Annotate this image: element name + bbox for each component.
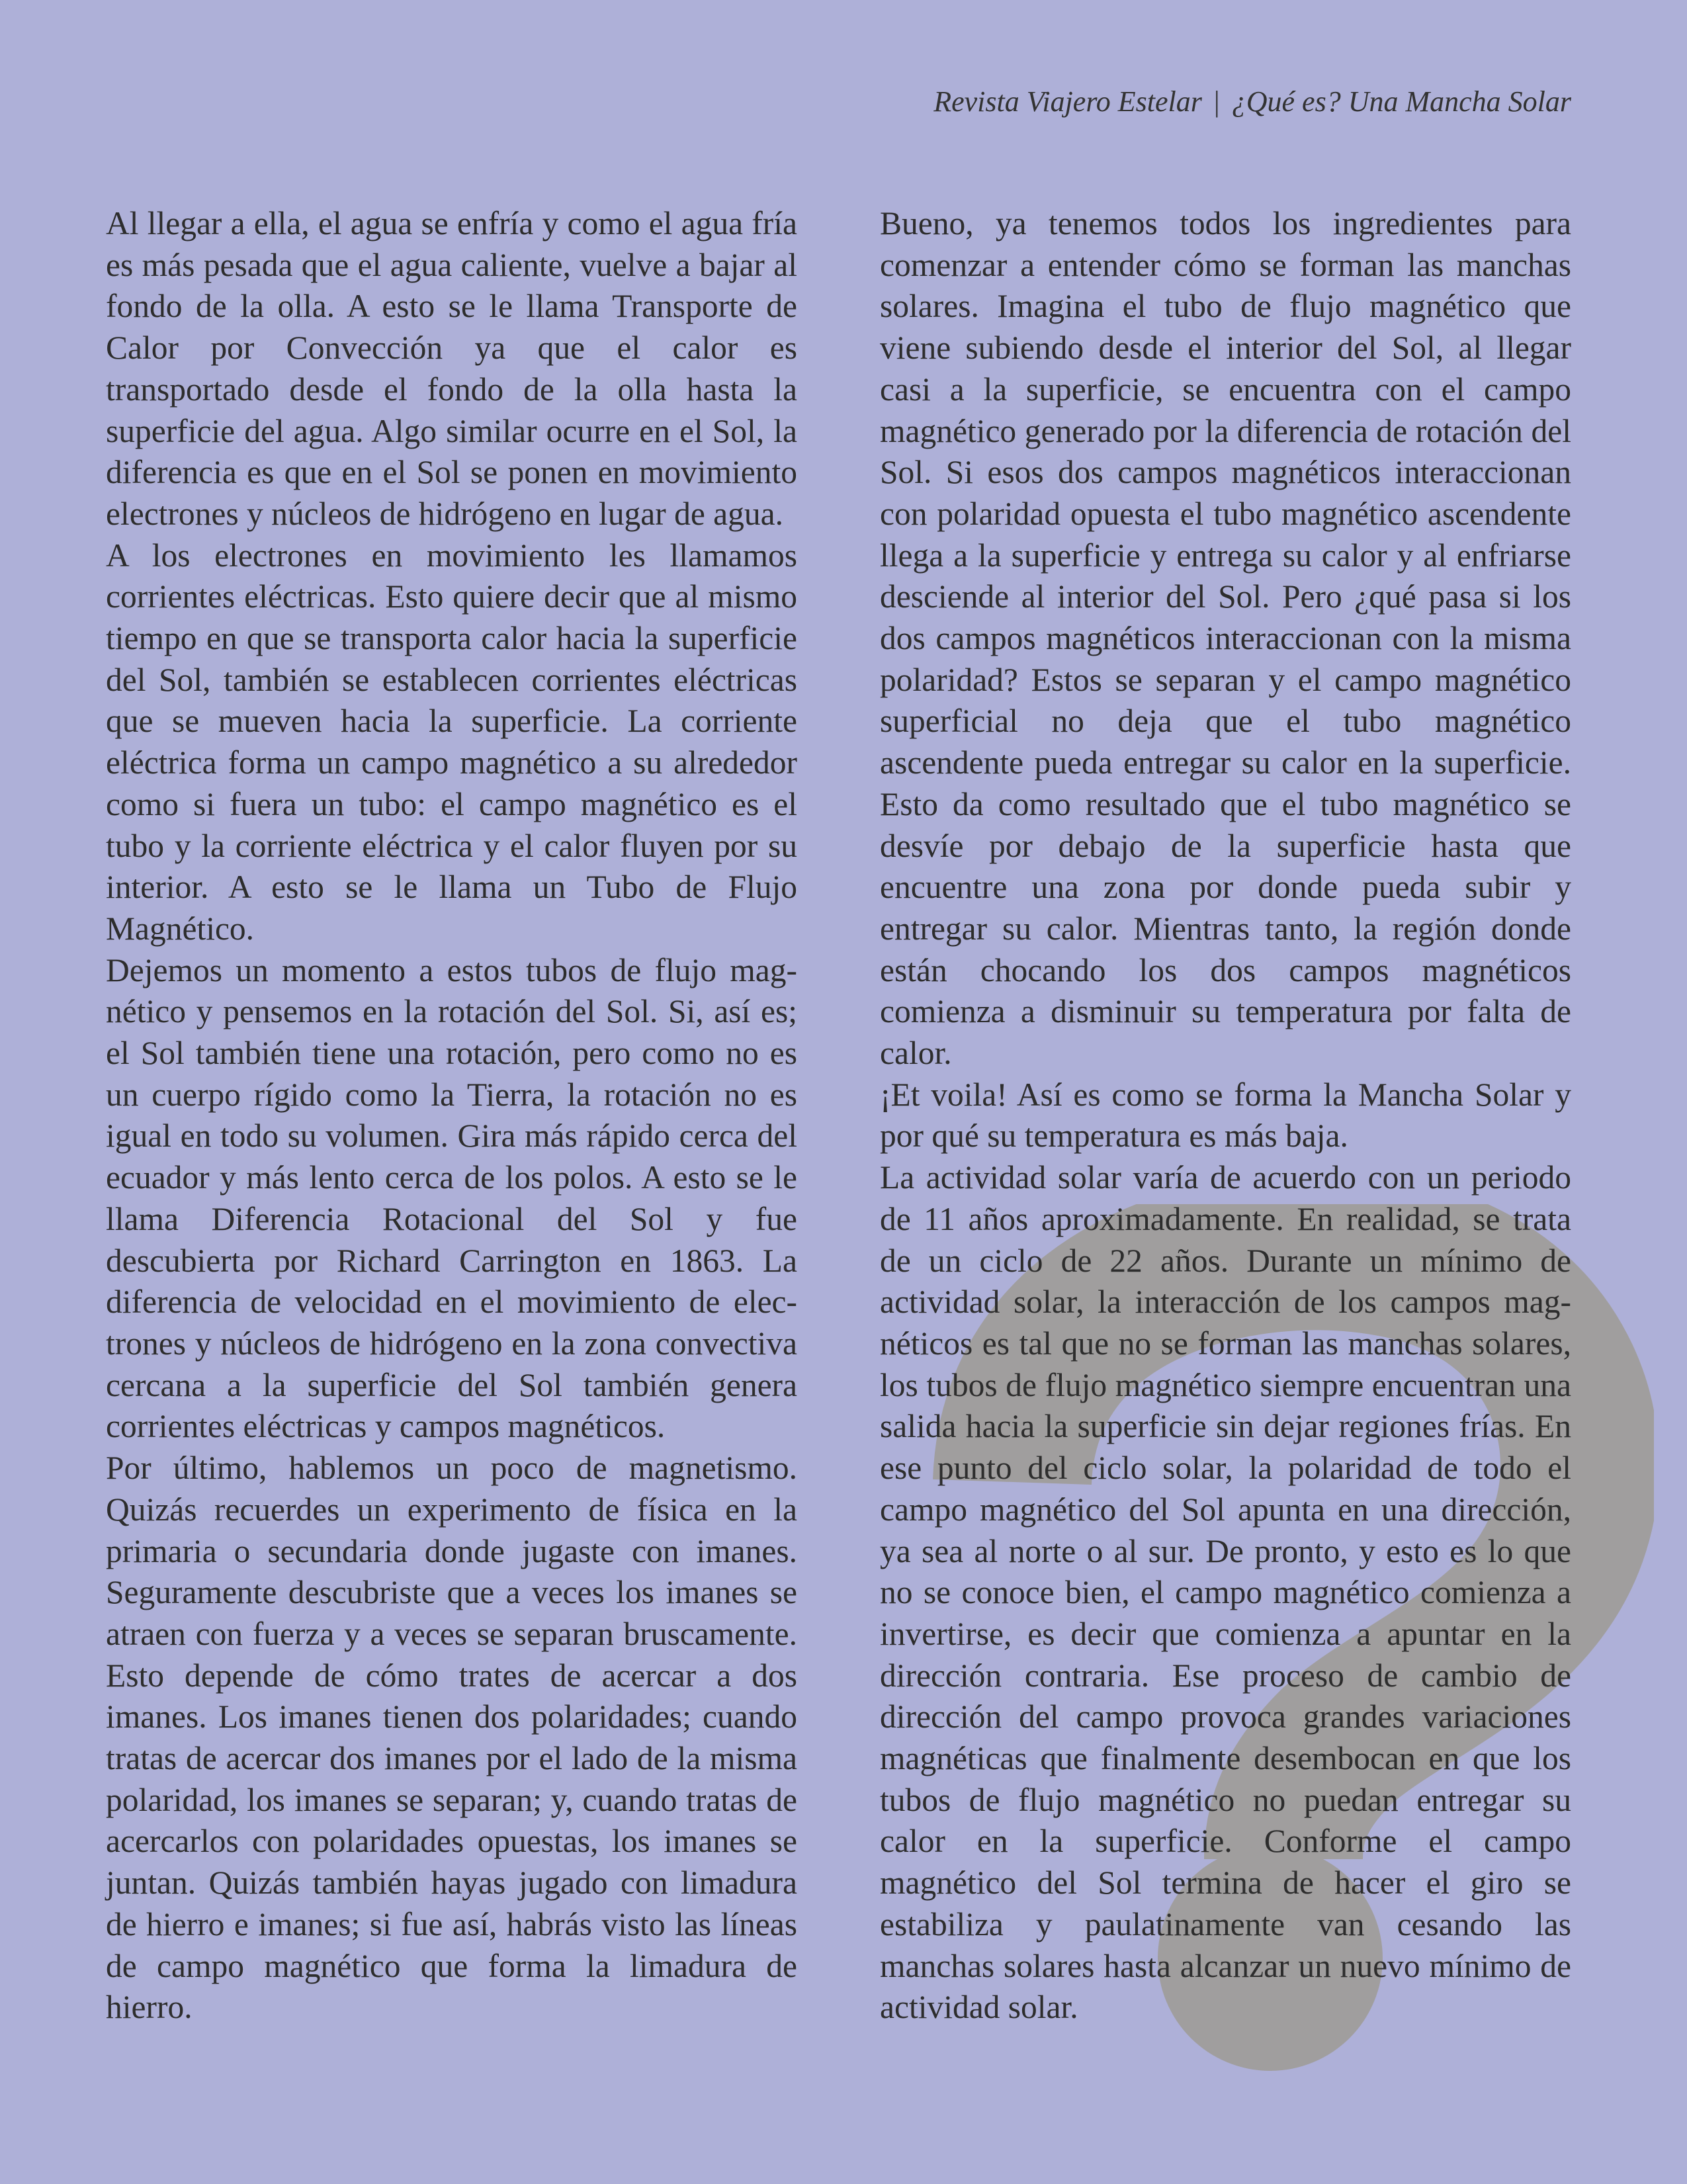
right-column [880,203,1571,2029]
paragraph: Bueno, ya tenemos todos los ingredientes para comenzar a entender cómo se forman las manchas solares. Imagina el tubo de flujo magnético que viene subiendo desde el interior del Sol, al llegar casi a la superficie, se encuentra con el campo magnético generado por la diferencia de rotación del Sol. Si esos dos campos magnéticos interaccionan con polaridad opuesta el tubo magnético ascendente llega a la superficie y entrega su calor y al enfriarse desciende al interior del Sol. Pero ¿qué pasa si los dos campos magnéticos interaccionan con la misma polaridad? Estos se separan y el campo magnético superficial no deja que el tubo magnético ascendente pueda entregar su calor en la superficie. Esto da como resultado que el tubo magnético se desvíe por debajo de la superficie hasta que encuentre una zona por donde pueda subir y entregar su calor. Mientras tanto, la región donde están chocando los dos campos magnéticos comienza a disminuir su temperatura por falta de calor. [880,205,1571,1072]
header-separator: | [1213,85,1220,118]
paragraph: Por último, hablemos un poco de magnetismo. Quizás recuerdes un experimento de física en la primaria o secundaria donde jugaste con imanes. Seguramente descubriste que a veces los imanes se atraen con fuerza y a veces se separan bruscamente. Esto depende de cómo trates de acercar a dos imanes. Los imanes tienen dos polaridades; cuando tratas de acercar dos imanes por el lado de la misma polaridad, los imanes se separan; y, cuando tratas de acercarlos con polaridades opuestas, los imanes se juntan. Quizás también hayas jugado con limadura de hierro e imanes; si fue así, habrás visto las líneas de campo magnético que forma la limadura de hierro. [106,1450,797,2026]
paragraph: La actividad solar varía de acuerdo con un periodo de 11 años aproximadamente. En realidad, se trata de un ciclo de 22 años. Durante un mínimo de actividad solar, la interacción de los campos magnéticos es tal que no se forman las manchas solares, los tubos de flujo magnético siempre encuentran una salida hacia la superficie sin dejar regiones frías. En ese punto del ciclo solar, la polaridad de todo el campo magnético del Sol apunta en una dirección, ya sea al norte o al sur. De pronto, y esto es lo que no se conoce bien, el campo magnético comienza a invertirse, es decir que comienza a apuntar en la dirección contraria. Ese proceso de cambio de dirección del campo provoca grandes variaciones magnéticas que finalmente desembocan en que los tubos de flujo magnético no puedan entregar su calor en la superficie. Conforme el campo magnético del Sol termina de hacer el giro se estabiliza y paulatinamente van cesando las manchas solares hasta alcanzar un nuevo mínimo de actividad solar. [880,1159,1571,2026]
article-section: ¿Qué es? Una Mancha Solar [1231,85,1571,118]
left-column [106,203,797,2029]
paragraph: ¡Et voila! Así es como se forma la Mancha Solar y por qué su temperatura es más baja. [880,1076,1571,1155]
running-header [933,85,1571,118]
paragraph: Al llegar a ella, el agua se enfría y como el agua fría es más pesada que el agua caliente, vuelve a bajar al fondo de la olla. A esto se le llama Transporte de Calor por Convección ya que el calor es transportado desde el fondo de la olla hasta la superficie del agua. Algo similar ocurre en el Sol, la diferencia es que en el Sol se ponen en movimiento electrones y núcleos de hidrógeno en lugar de agua. [106,205,797,532]
paragraph: Dejemos un momento a estos tubos de flujo magnético y pensemos en la rotación del Sol. Si, así es; el Sol también tiene una rotación, pero como no es un cuerpo rígido como la Tierra, la rotación no es igual en todo su volumen. Gira más rápido cerca del ecuador y más lento cerca de los polos. A esto se le llama Diferencia Rotacional del Sol y fue descubierta por Richard Carrington en 1863. La diferencia de velocidad en el movimiento de electrones y núcleos de hidrógeno en la zona convectiva cercana a la superficie del Sol también genera corrientes eléctricas y campos magnéticos. [106,951,797,1445]
paragraph: A los electrones en movimiento les llamamos corrientes eléctricas. Esto quiere decir que al mismo tiempo en que se transporta calor hacia la superficie del Sol, también se establecen corrientes eléctricas que se mueven hacia la superficie. La corriente eléctrica forma un campo magnético a su alrededor como si fuera un tubo: el campo magnético es el tubo y la corriente eléctrica y el calor fluyen por su interior. A esto se le llama un Tubo de Flujo Magnético. [106,537,797,947]
magazine-name: Revista Viajero Estelar [933,85,1202,118]
